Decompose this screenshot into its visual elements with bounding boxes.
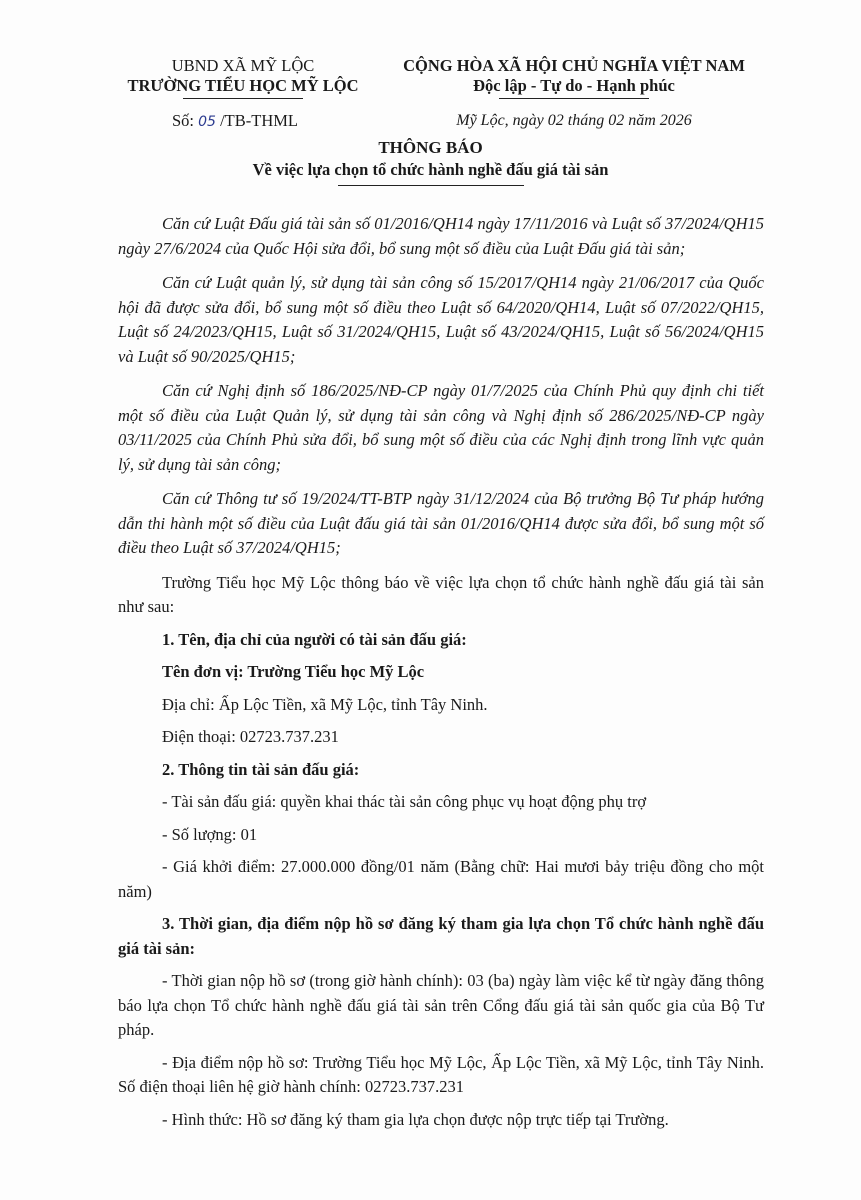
subtitle-underline (338, 185, 524, 186)
asset-quantity: - Số lượng: 01 (162, 824, 258, 844)
asset-description: - Tài sản đấu giá: quyền khai thác tài sản công phục vụ hoạt động phụ trợ (162, 792, 647, 811)
national-title: CỘNG HÒA XÃ HỘI CHỦ NGHĨA VIỆT NAM (403, 56, 745, 75)
unit-name: Tên đơn vị: Trường Tiểu học Mỹ Lộc (162, 662, 425, 681)
national-motto: Độc lập - Tự do - Hạnh phúc (473, 76, 675, 95)
intro-paragraph: Trường Tiểu học Mỹ Lộc thông báo về việc lựa chọn tổ chức hành nghề đấu giá tài sản như sau: (118, 572, 764, 616)
legal-basis-3: Căn cứ Nghị định số 186/2025/NĐ-CP ngày 01/7/2025 của Chính Phủ quy định chi tiết một số điều của Luật Quản lý, sử dụng tài sản công và Nghị định số 286/2025/NĐ-CP ngày 03/11/2025 của Chính Phủ sửa đổi, bổ sung một số điều của các Nghị định trong lĩnh vực quản lý, sử dụng tài sản công; (118, 381, 764, 474)
school-name: TRƯỜNG TIỂU HỌC MỸ LỘC (127, 76, 359, 95)
submission-form: - Hình thức: Hồ sơ đăng ký tham gia lựa chọn được nộp trực tiếp tại Trường. (162, 1109, 669, 1129)
document-number (112, 111, 374, 132)
notice-body (118, 212, 764, 1140)
legal-basis-2: Căn cứ Luật quản lý, sử dụng tài sản công số 15/2017/QH14 ngày 21/06/2017 của Quốc hội đã được sửa đổi, bổ sung một số điều theo Luật số 64/2020/QH14, Luật số 07/2022/QH15, Luật số 24/2023/QH15, Luật số 31/2024/QH15, Luật số 43/2024/QH15, Luật số 56/2024/QH15 và Luật số 90/2025/QH15; (118, 273, 764, 366)
notice-subtitle: Về việc lựa chọn tổ chức hành nghề đấu giá tài sản (252, 160, 609, 179)
unit-phone: Điện thoại: 02723.737.231 (162, 727, 339, 746)
document-number-suffix: /TB-THML (215, 111, 299, 130)
legal-basis-4: Căn cứ Thông tư số 19/2024/TT-BTP ngày 31/12/2024 của Bộ trưởng Bộ Tư pháp hướng dẫn thi hành một số điều của Luật đấu giá tài sản 01/2016/QH14 được sửa đổi, bổ sung một số điều theo Luật số 37/2024/QH15; (118, 489, 764, 557)
issuing-agency-block (112, 56, 374, 132)
parent-agency: UBND XÃ MỸ LỘC (171, 56, 315, 75)
motto-underline (499, 98, 649, 99)
unit-address: Địa chỉ: Ấp Lộc Tiền, xã Mỹ Lộc, tỉnh Tây Ninh. (162, 694, 488, 714)
agency-underline (183, 98, 303, 99)
place-date-line: Mỹ Lộc, ngày 02 tháng 02 năm 2026 (456, 112, 692, 129)
handwritten-number: 05 (198, 114, 216, 130)
document-number-label: Số: (172, 111, 199, 130)
section-1-heading: 1. Tên, địa chỉ của người có tài sản đấu giá: (162, 629, 467, 649)
national-header-block (392, 56, 756, 131)
submission-place: - Địa điểm nộp hồ sơ: Trường Tiểu học Mỹ Lộc, Ấp Lộc Tiền, xã Mỹ Lộc, tỉnh Tây Ninh. Số điện thoại liên hệ giờ hành chính: 02723.737.231 (118, 1052, 764, 1096)
notice-title: THÔNG BÁO (378, 138, 483, 157)
section-2-heading: 2. Thông tin tài sản đấu giá: (162, 759, 360, 779)
starting-price: - Giá khởi điểm: 27.000.000 đồng/01 năm (Bằng chữ: Hai mươi bảy triệu đồng cho một năm) (118, 857, 764, 901)
submission-time: - Thời gian nộp hồ sơ (trong giờ hành chính): 03 (ba) ngày làm việc kể từ ngày đăng thông báo lựa chọn Tổ chức hành nghề đấu giá tài sản trên Cổng đấu giá tài sản quốc gia của Bộ Tư pháp. (118, 971, 764, 1039)
legal-basis-1: Căn cứ Luật Đấu giá tài sản số 01/2016/QH14 ngày 17/11/2016 và Luật số 37/2024/QH15 ngày 27/6/2024 của Quốc Hội sửa đổi, bổ sung một số điều của Luật Đấu giá tài sản; (118, 214, 764, 258)
section-3-heading: 3. Thời gian, địa điểm nộp hồ sơ đăng ký tham gia lựa chọn Tổ chức hành nghề đấu giá tài sản: (118, 914, 764, 958)
